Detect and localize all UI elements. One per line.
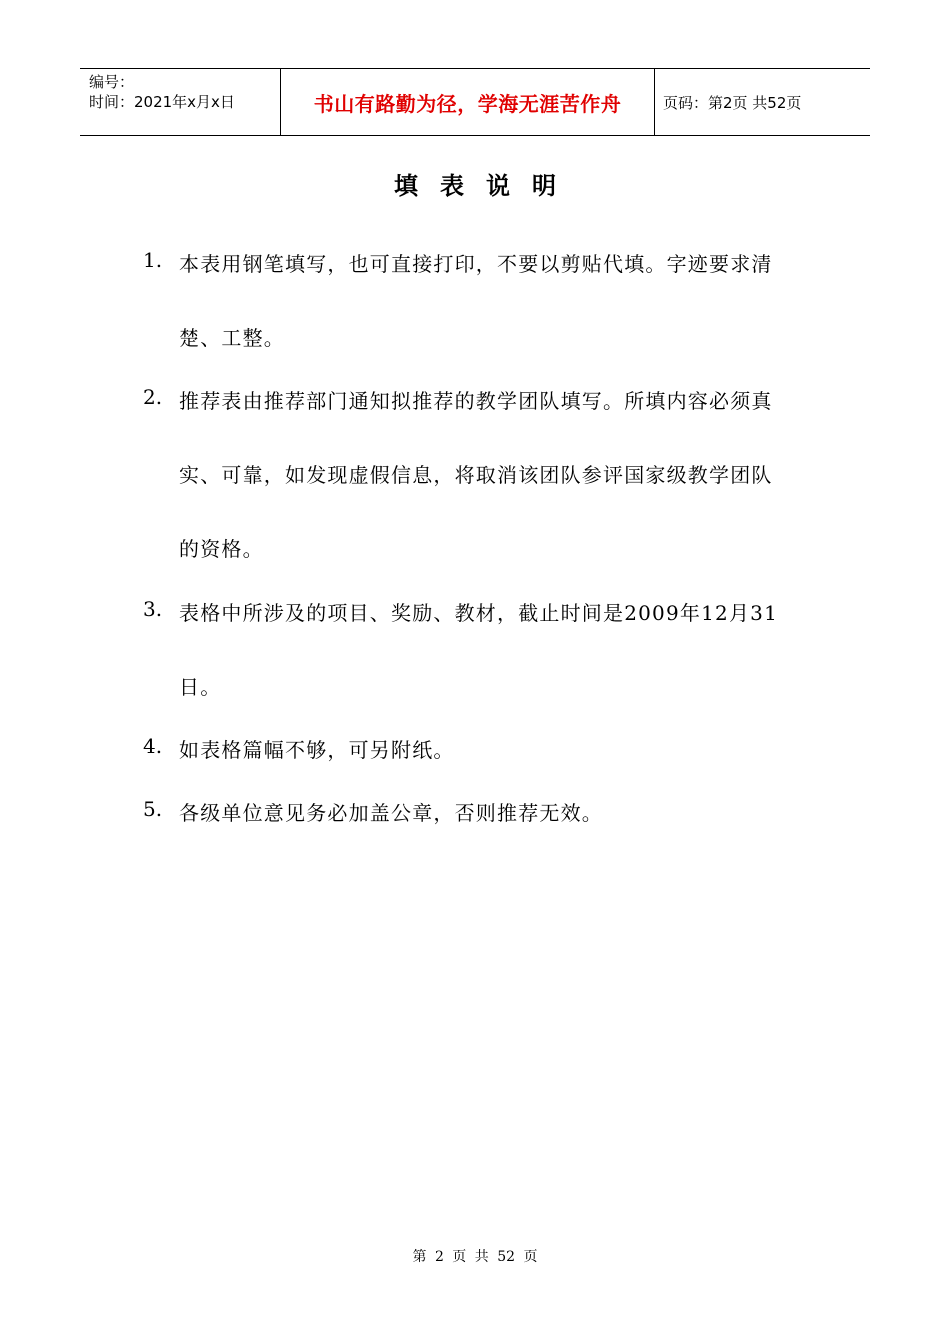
item-line: 实、可靠，如发现虚假信息，将取消该团队参评国家级教学团队 <box>179 463 773 487</box>
item-line: 日。 <box>179 675 222 699</box>
header-slogan: 书山有路勤为径，学海无涯苦作舟 <box>281 69 655 135</box>
item-number: 4. <box>143 734 163 758</box>
page-header <box>80 68 870 136</box>
item-line: 楚、工整。 <box>179 326 285 350</box>
item-line: 表格中所涉及的项目、奖励、教材，截止时间是2009年12月31 <box>179 601 778 625</box>
item-number: 2. <box>143 385 163 409</box>
item-line: 各级单位意见务必加盖公章，否则推荐无效。 <box>179 801 603 825</box>
doc-time-label: 时间：2021年x月x日 <box>89 93 235 111</box>
item-line: 的资格。 <box>179 537 264 561</box>
item-line: 推荐表由推荐部门通知拟推荐的教学团队填写。所填内容必须真 <box>179 389 773 413</box>
header-meta <box>80 69 281 135</box>
item-line: 本表用钢笔填写，也可直接打印，不要以剪贴代填。字迹要求清 <box>179 252 773 276</box>
header-page-info: 页码：第2页 共52页 <box>663 93 802 112</box>
page-title: 填表说明 <box>394 172 578 200</box>
item-line: 如表格篇幅不够，可另附纸。 <box>179 738 455 762</box>
item-number: 3. <box>143 597 163 621</box>
item-number: 5. <box>143 797 163 821</box>
page-footer: 第 2 页 共 52 页 <box>412 1249 538 1265</box>
item-number: 1. <box>143 248 163 272</box>
doc-number-label: 编号： <box>89 73 135 91</box>
